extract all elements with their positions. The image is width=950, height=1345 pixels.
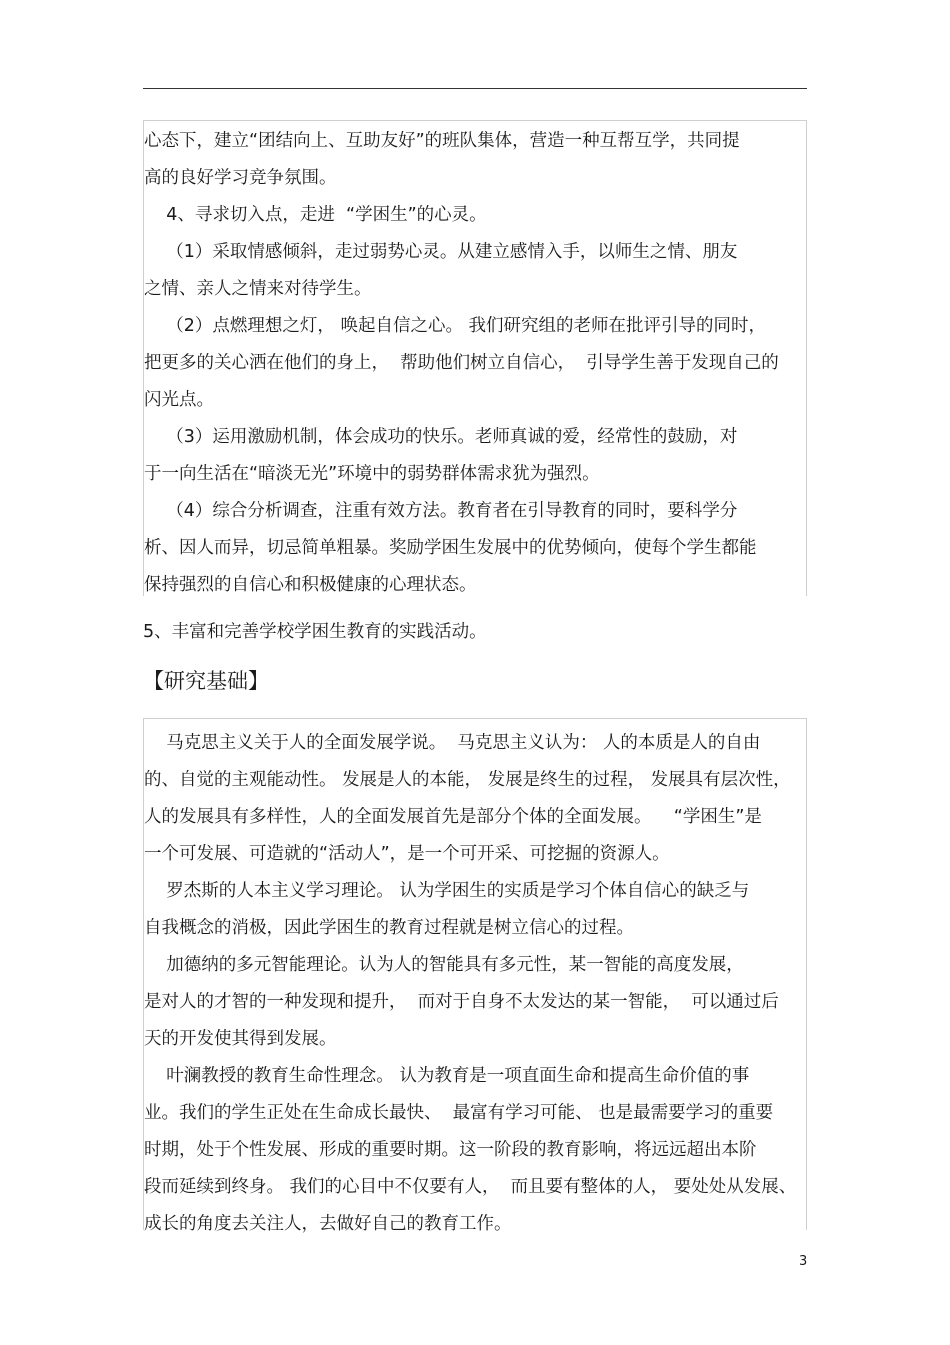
paragraph-line: 一个可发展、可造就的“活动人”，是一个可开采、可挖掘的资源人。 (144, 844, 670, 864)
paragraph-line: 闪光点。 (144, 390, 214, 410)
paragraph-line: 是对人的才智的一种发现和提升， 而对于自身不太发达的某一智能， 可以通过后 (144, 992, 779, 1012)
paragraph-line: 保持强烈的自信心和积极健康的心理状态。 (144, 575, 477, 595)
paragraph-line: 自我概念的消极，因此学困生的教育过程就是树立信心的过程。 (144, 918, 634, 938)
paragraph-line: 把更多的关心洒在他们的身上， 帮助他们树立自信心， 引导学生善于发现自己的 (144, 353, 779, 373)
paragraph-line: 叶澜教授的教育生命性理念。 认为教育是一项直面生命和提高生命价值的事 (144, 1066, 750, 1086)
paragraph-line: 析、因人而异，切忌简单粗暴。奖励学困生发展中的优势倾向，使每个学生都能 (144, 538, 757, 558)
paragraph-line: 于一向生活在“暗淡无光”环境中的弱势群体需求犹为强烈。 (144, 464, 600, 484)
text-frame-1 (143, 120, 807, 596)
paragraph-line: 时期，处于个性发展、形成的重要时期。这一阶段的教育影响，将远远超出本阶 (144, 1140, 757, 1160)
paragraph-line: 天的开发使其得到发展。 (144, 1029, 337, 1049)
paragraph-line: （3）运用激励机制，体会成功的快乐。老师真诚的爱，经常性的鼓励，对 (144, 427, 738, 447)
paragraph-line: 高的良好学习竞争氛围。 (144, 168, 337, 188)
paragraph-line: （1）采取情感倾斜，走过弱势心灵。从建立感情入手，以师生之情、朋友 (144, 242, 738, 262)
paragraph-line: 心态下，建立“团结向上、互助友好”的班队集体，营造一种互帮互学，共同提 (144, 131, 740, 151)
paragraph-line: 之情、亲人之情来对待学生。 (144, 279, 372, 299)
paragraph-line: 人的发展具有多样性，人的全面发展首先是部分个体的全面发展。 “学困生”是 (144, 807, 762, 827)
paragraph-line: 段而延续到终身。 我们的心目中不仅要有人， 而且要有整体的人， 要处处从发展、 (144, 1177, 797, 1197)
paragraph-line: （2）点燃理想之灯， 唤起自信之心。 我们研究组的老师在批评引导的同时， (144, 316, 767, 336)
section-heading: 【研究基础】 (143, 669, 269, 693)
paragraph-line: 业。我们的学生正处在生命成长最快、 最富有学习可能、 也是最需要学习的重要 (144, 1103, 774, 1123)
paragraph-line: 的、自觉的主观能动性。 发展是人的本能， 发展是终生的过程， 发展具有层次性， (144, 770, 791, 790)
paragraph-line: 加德纳的多元智能理论。认为人的智能具有多元性，某一智能的高度发展， (144, 955, 744, 975)
paragraph-line: 马克思主义关于人的全面发展学说。 马克思主义认为： 人的本质是人的自由 (144, 733, 761, 753)
paragraph-line: （4）综合分析调查，注重有效方法。教育者在引导教育的同时，要科学分 (144, 501, 738, 521)
paragraph-line: 4、寻求切入点，走进 “学困生”的心灵。 (144, 205, 487, 225)
paragraph-line: 罗杰斯的人本主义学习理论。 认为学困生的实质是学习个体自信心的缺乏与 (144, 881, 750, 901)
page-number: 3 (799, 1254, 808, 1269)
list-item-5: 5、丰富和完善学校学困生教育的实践活动。 (143, 622, 487, 642)
header-rule (143, 88, 807, 89)
text-frame-2 (143, 718, 807, 1234)
paragraph-line: 成长的角度去关注人，去做好自己的教育工作。 (144, 1214, 512, 1234)
